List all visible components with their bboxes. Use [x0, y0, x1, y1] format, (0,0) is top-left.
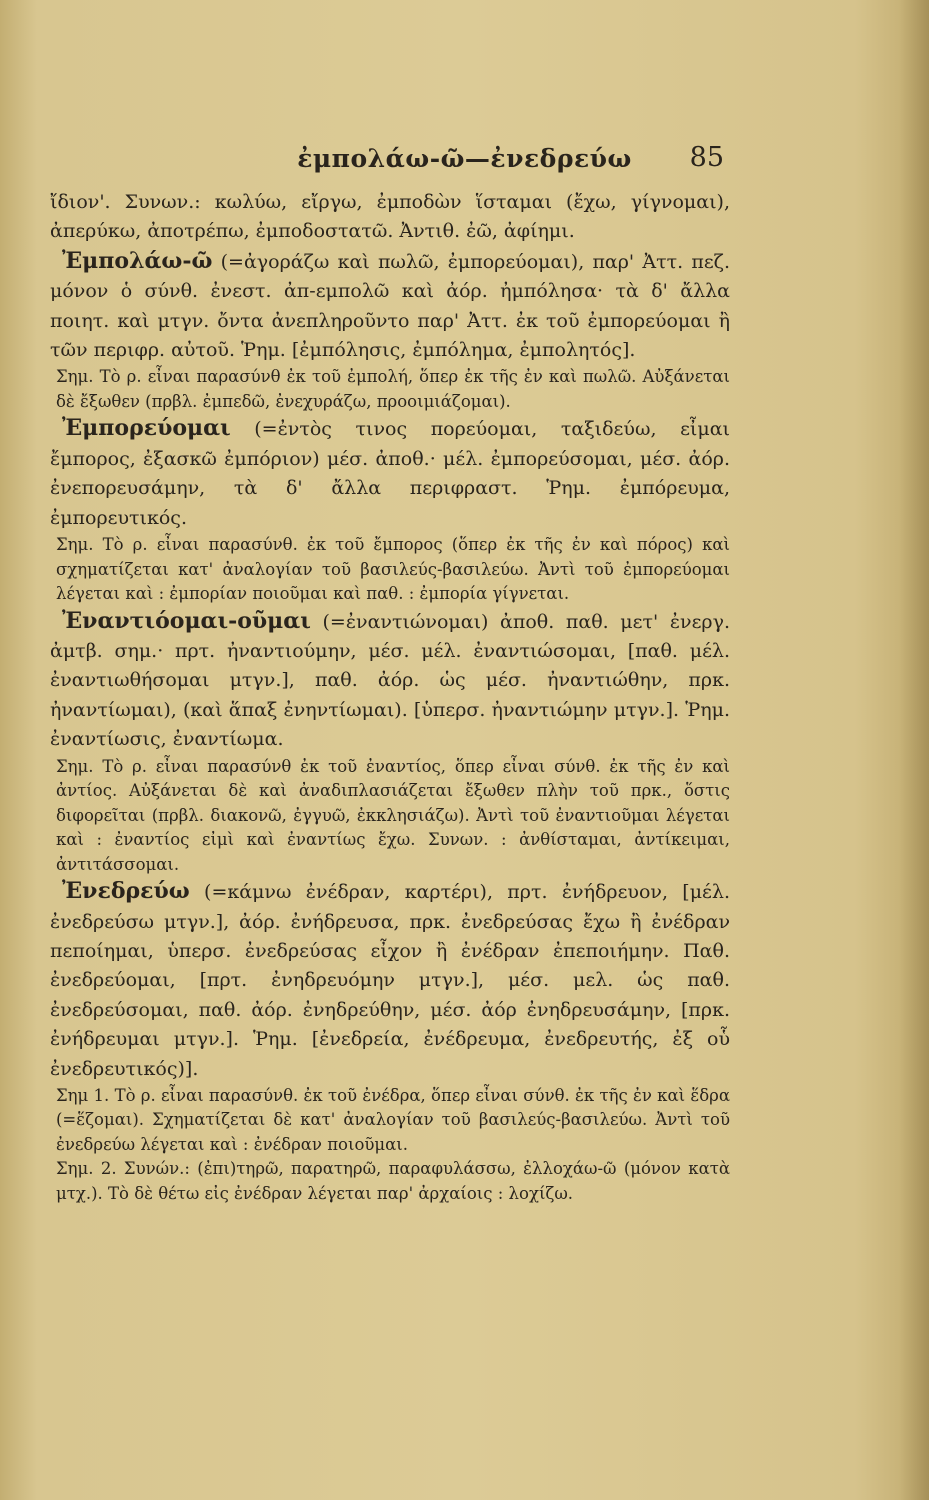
note-label: Σημ.	[56, 535, 94, 555]
note-enantioomai	[50, 755, 730, 878]
headword: Ἐναντιόομαι-οῦμαι	[62, 607, 311, 634]
page-edge-shadow	[899, 0, 929, 1500]
note-label: Σημ.	[56, 756, 94, 776]
continuation-paragraph	[50, 188, 730, 247]
page-body	[50, 188, 730, 1206]
note-text: Τὸ ρ. εἶναι παρασύνθ. ἐκ τοῦ ἔμπορος (ὅπερ ἐκ τῆς ἐν καὶ πόρος) καὶ σχηματίζεται κατ' ἀναλογίαν τοῦ βασιλεύς-βασιλεύω. Ἀντὶ τοῦ ἐμπορεύομαι λέγεται καὶ : ἐμπορίαν ποιοῦμαι καὶ παθ. : ἐμπορία γίγνεται.	[56, 535, 730, 604]
note-text: Τὸ ρ. εἶναι παρασύνθ. ἐκ τοῦ ἐνέδρα, ὅπερ εἶναι σύνθ. ἐκ τῆς ἐν καὶ ἕδρα (=ἕζομαι). Σχηματίζεται δὲ κατ' ἀναλογίαν τοῦ βασιλεύς-βασιλεύω. Ἀντὶ τοῦ ἐνεδρεύω λέγεται καὶ : ἐνέδραν ποιοῦμαι.	[56, 1085, 731, 1154]
page-header	[0, 140, 929, 180]
headword: Ἐμπολάω-ῶ	[62, 247, 213, 274]
entry-text: (=ἐναντιώνομαι) ἀποθ. παθ. μετ' ἐνεργ. ἀμτβ. σημ.· πρτ. ἠναντιούμην, μέσ. μέλ. ἐναντιώσομαι, [παθ. μέλ. ἐναντιωθήσομαι μτγν.], παθ. ἀόρ. ὡς μέσ. ἠναντιώθην, πρκ. ἠναντίωμαι), (καὶ ἅπαξ ἐνηντίωμαι). [ὑπερσ. ἠναντιώμην μτγν.]. Ῥημ. ἐναντίωσις, ἐναντίωμα.	[50, 610, 730, 751]
note-enedreuo-1	[50, 1084, 730, 1158]
note-enedreuo-2	[50, 1157, 730, 1206]
note-text: Τὸ ρ. εἶναι παρασύνθ ἐκ τοῦ ἐμπολή, ὅπερ ἐκ τῆς ἐν καὶ πωλῶ. Αὐξάνεται δὲ ἔξωθεν (πρβλ. ἐμπεδῶ, ἐνεχυράζω, προοιμιάζομαι).	[56, 367, 730, 411]
entry-text: (=ἀγοράζω καὶ πωλῶ, ἐμπορεύομαι), παρ' Ἀττ. πεζ. μόνον ὁ σύνθ. ἐνεστ. ἀπ-εμπολῶ καὶ ἀόρ. ἠμπόλησα· τὰ δ' ἄλλα ποιητ. καὶ μτγν. ὄντα ἀνεπληροῦντο παρ' Ἀττ. ἐκ τοῦ ἐμπορεύομαι ἢ τῶν περιφρ. αὐτοῦ. Ῥημ. [ἐμπόλησις, ἐμπόλημα, ἐμπολητός].	[50, 250, 730, 362]
paragraph-text: ἴδιον'. Συνων.: κωλύω, εἴργω, ἐμποδὼν ἵσταμαι (ἔχω, γίγνομαι), ἀπερύκω, ἀποτρέπω, ἐμποδοστατῶ. Ἀντιθ. ἐῶ, ἀφίημι.	[50, 191, 730, 243]
running-head: ἐμπολάω-ῶ—ἐνεδρεύω	[297, 144, 632, 173]
note-label: Σημ 1.	[56, 1085, 110, 1105]
note-text: Συνών.: (ἐπι)τηρῶ, παρατηρῶ, παραφυλάσσω, ἐλλοχάω-ῶ (μόνον κατὰ μτχ.). Τὸ δὲ θέτω εἰς ἐνέδραν λέγεται παρ' ἀρχαίοις : λοχίζω.	[56, 1159, 730, 1203]
entry-enantioomai	[50, 607, 730, 755]
note-text: Τὸ ρ. εἶναι παρασύνθ ἐκ τοῦ ἐναντίος, ὅπερ εἶναι σύνθ. ἐκ τῆς ἐν καὶ ἀντίος. Αὐξάνεται δὲ καὶ ἀναδιπλασιάζεται ἔξωθεν πλὴν τοῦ πρκ., ὅστις διφορεῖται (πρβλ. διακονῶ, ἐγγυῶ, ἐκκλησιάζω). Ἀντὶ τοῦ ἐναντιοῦμαι λέγεται καὶ : ἐναντίος εἰμὶ καὶ ἐναντίως ἔχω. Συνων. : ἀνθίσταμαι, ἀντίκειμαι, ἀντιτάσσομαι.	[56, 756, 730, 874]
page-number: 85	[689, 142, 724, 173]
entry-enedreuo	[50, 877, 730, 1084]
note-emporeuomai	[50, 533, 730, 607]
headword: Ἐνεδρεύω	[62, 878, 190, 905]
note-empolao	[50, 365, 730, 414]
entry-text: (=ἐντὸς τινος πορεύομαι, ταξιδεύω, εἶμαι ἔμπορος, ἐξασκῶ ἐμπόριον) μέσ. ἀποθ.· μέλ. ἐμπορεύσομαι, μέσ. ἀόρ. ἐνεπορευσάμην, τὰ δ' ἄλλα περιφραστ. Ῥημ. ἐμπόρευμα, ἐμπορευτικός.	[50, 418, 730, 529]
entry-empolao	[50, 247, 730, 366]
note-label: Σημ. 2.	[56, 1159, 117, 1179]
headword: Ἐμπορεύομαι	[62, 415, 231, 442]
note-label: Σημ.	[56, 367, 94, 387]
entry-text: (=κάμνω ἐνέδραν, καρτέρι), πρτ. ἐνήδρευον, [μέλ. ἐνεδρεύσω μτγν.], ἀόρ. ἐνήδρευσα, πρκ. ἐνεδρεύσας ἔχω ἢ ἐνέδραν πεποίημαι, ὑπερσ. ἐνεδρεύσας εἶχον ἢ ἐνέδραν ἐπεποιήμην. Παθ. ἐνεδρεύομαι, [πρτ. ἐνηδρευόμην μτγν.], μέσ. μελ. ὡς παθ. ἐνεδρεύσομαι, παθ. ἀόρ. ἐνηδρεύθην, μέσ. ἀόρ ἐνηδρευσάμην, [πρκ. ἐνήδρευμαι μτγν.]. Ῥημ. [ἐνεδρεία, ἐνέδρευμα, ἐνεδρευτής, ἐξ οὗ ἐνεδρευτικός)].	[50, 881, 730, 1080]
entry-emporeuomai	[50, 414, 730, 533]
